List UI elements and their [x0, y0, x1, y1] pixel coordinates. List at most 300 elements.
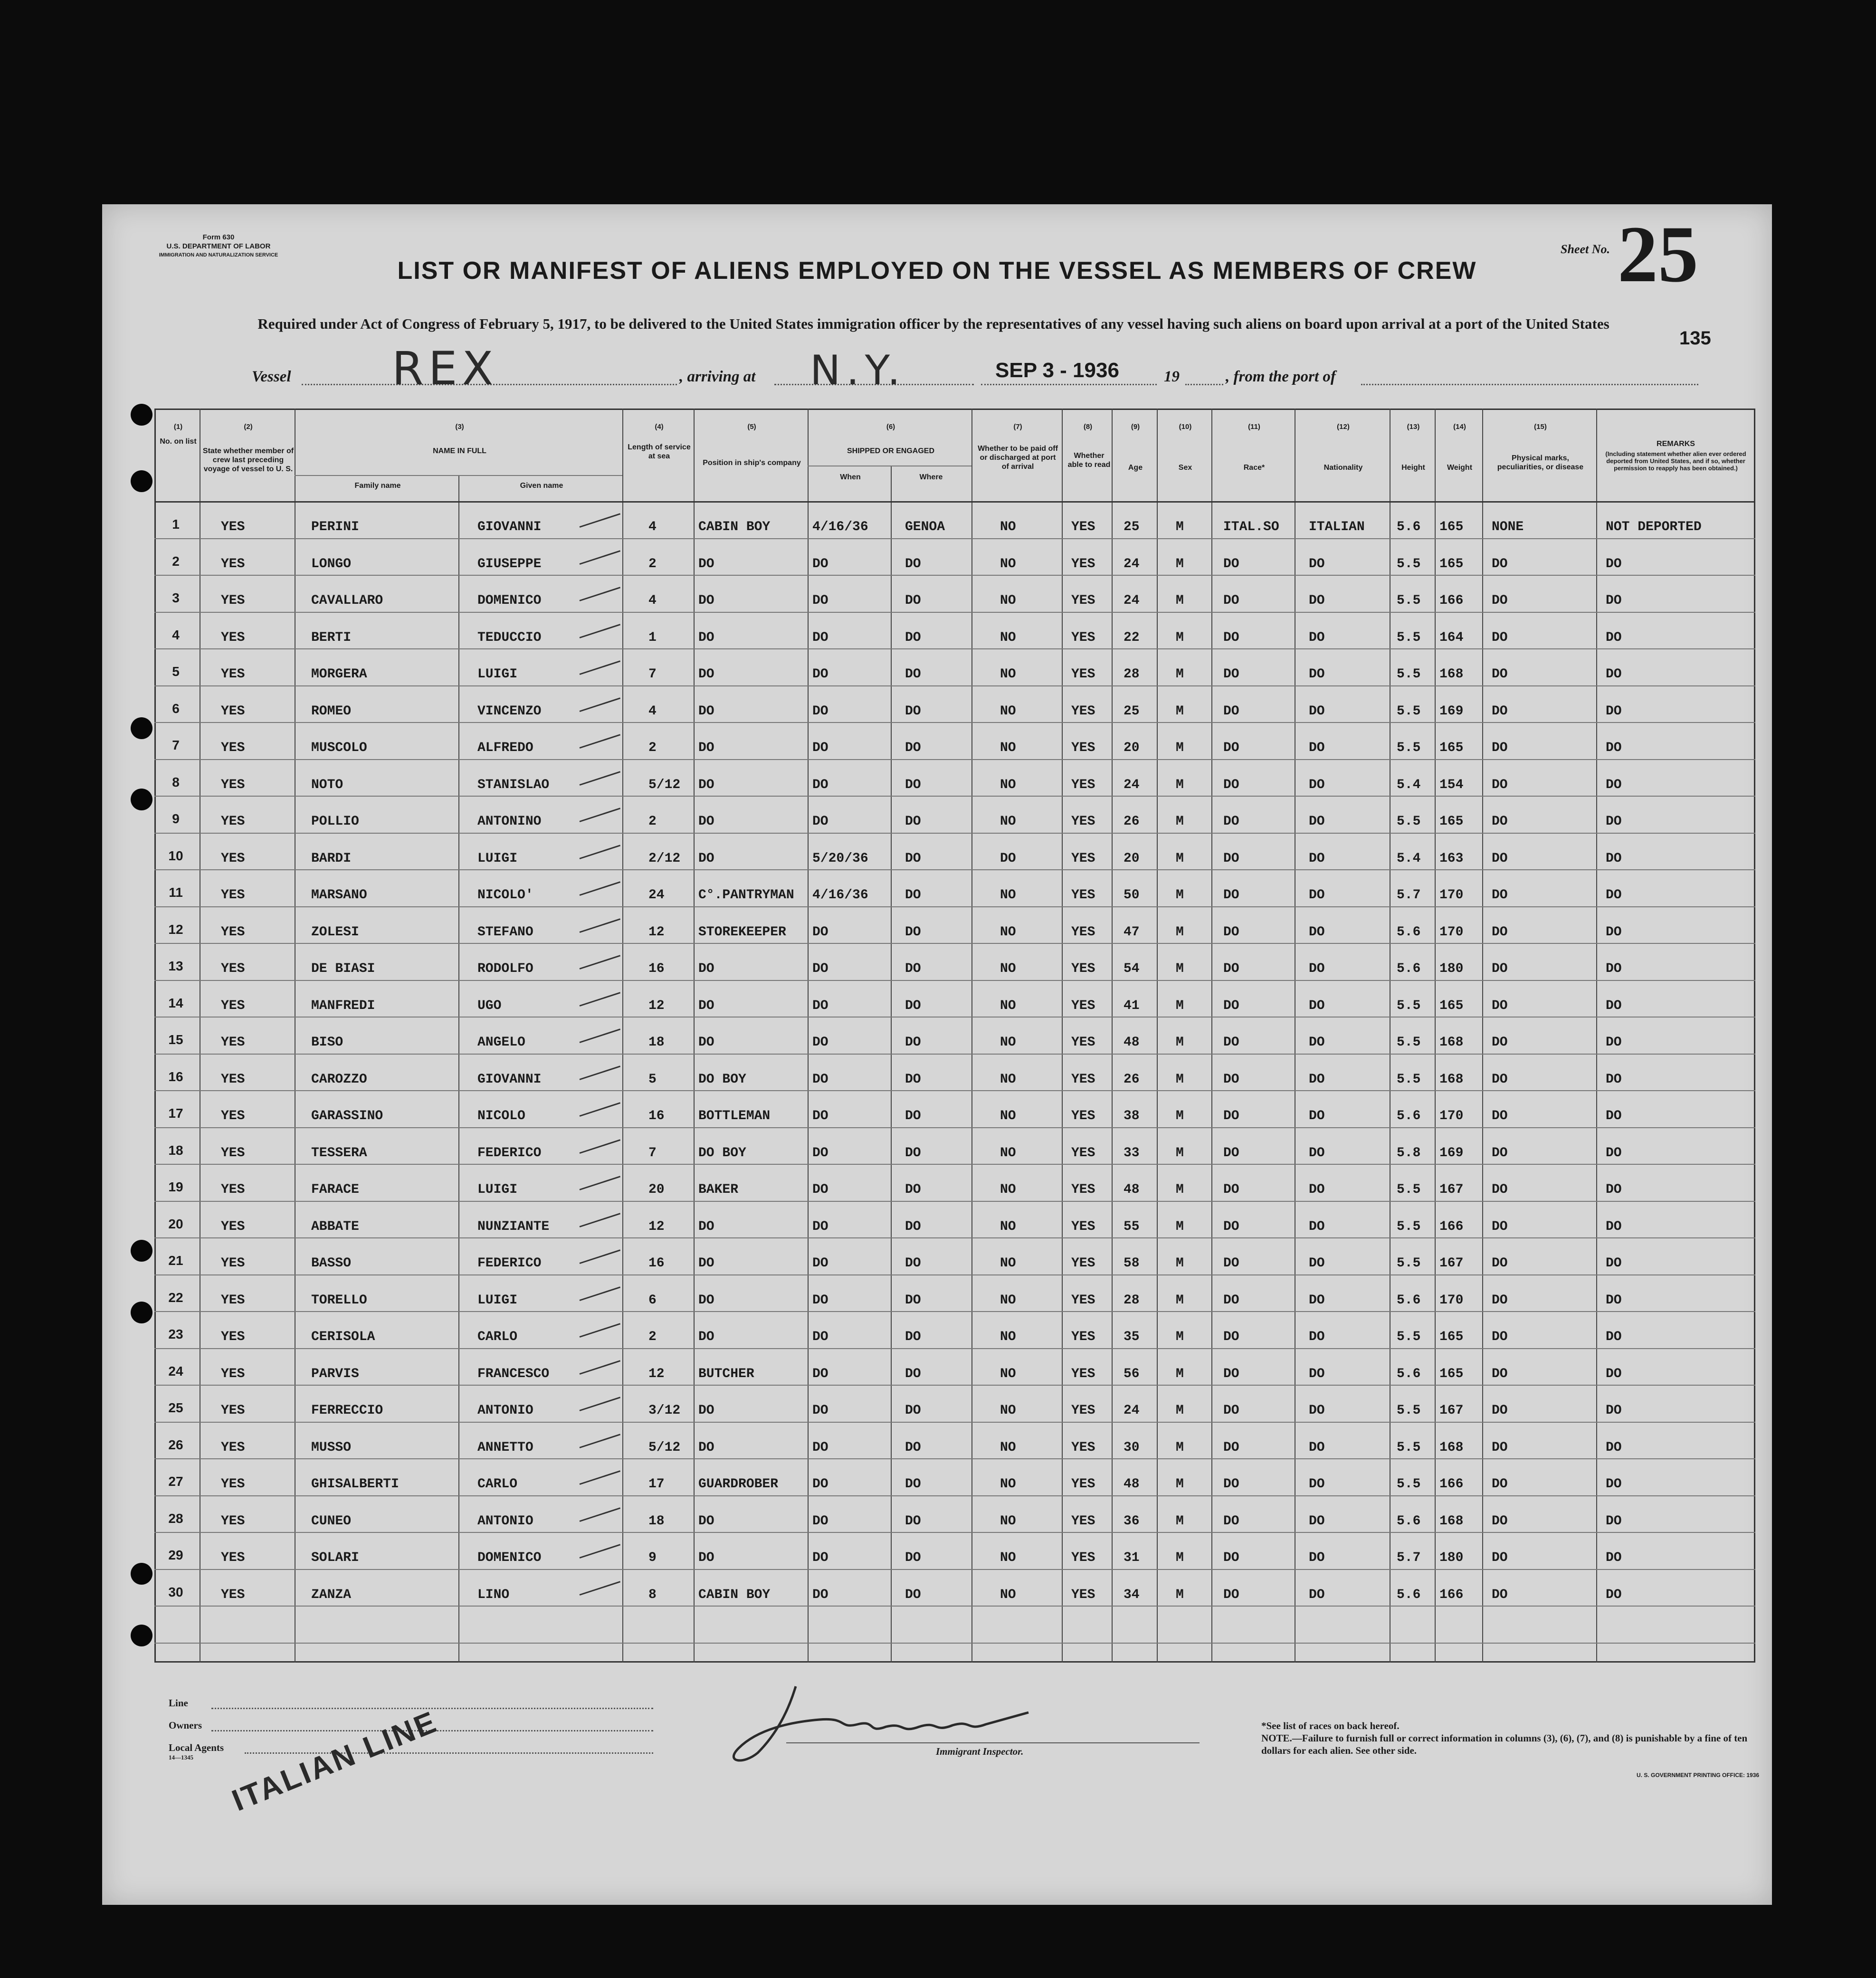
cell-physical: DO — [1492, 851, 1508, 866]
row-divider — [154, 538, 1755, 539]
cell-where: DO — [905, 667, 921, 682]
cell-age: 24 — [1124, 1403, 1140, 1418]
cell-given: NICOLO — [477, 1109, 525, 1123]
printer-imprint: U. S. GOVERNMENT PRINTING OFFICE: 1936 — [1637, 1772, 1760, 1778]
cell-given: LUIGI — [477, 667, 518, 682]
cell-where: DO — [905, 1219, 921, 1234]
cell-when: 4/16/36 — [812, 520, 868, 534]
binder-hole — [131, 1563, 152, 1585]
line-underline — [211, 1708, 653, 1709]
cell-physical: DO — [1492, 1182, 1508, 1197]
cell-family: NOTO — [311, 777, 343, 792]
cell-nationality: DO — [1309, 1440, 1325, 1455]
row-number: 10 — [168, 848, 183, 863]
sheet-stamp-number: 135 — [1679, 328, 1711, 349]
cell-read: YES — [1071, 1330, 1095, 1344]
cell-sex: M — [1176, 1035, 1184, 1050]
row-divider — [154, 1237, 1755, 1238]
cell-age: 20 — [1124, 851, 1140, 866]
cell-paid: NO — [1000, 741, 1016, 755]
cell-height: 5.5 — [1397, 814, 1421, 829]
row-divider — [154, 685, 1755, 686]
row-divider — [154, 1422, 1755, 1423]
cell-physical: DO — [1492, 1072, 1508, 1087]
cell-sex: M — [1176, 851, 1184, 866]
cell-when: DO — [812, 1550, 828, 1565]
cell-where: DO — [905, 556, 921, 571]
cell-position: CABIN BOY — [698, 1587, 771, 1602]
binder-hole — [131, 789, 152, 810]
page-title: LIST OR MANIFEST OF ALIENS EMPLOYED ON THE VESSEL AS MEMBERS OF CREW — [397, 257, 1477, 285]
cell-position: DO — [698, 741, 714, 755]
cell-nationality: DO — [1309, 1256, 1325, 1271]
cell-read: YES — [1071, 1403, 1095, 1418]
cell-length: 2 — [648, 741, 657, 755]
cell-sex: M — [1176, 1403, 1184, 1418]
cell-height: 5.6 — [1397, 961, 1421, 976]
cell-weight: 169 — [1439, 704, 1464, 719]
cell-weight: 167 — [1439, 1403, 1464, 1418]
required-statement: Required under Act of Congress of February 5, 1917, to be delivered to the United States immigration officer by the representatives of any vessel having such aliens on board upon arrival at a port of the United States — [257, 315, 1609, 332]
subheader-divider — [295, 475, 622, 476]
cell-age: 36 — [1124, 1513, 1140, 1529]
row-number: 2 — [172, 553, 180, 569]
col-state: State whether member of crew last preceding voyage of vessel to U. S. — [202, 447, 294, 473]
cell-read: YES — [1071, 1477, 1095, 1492]
cell-remarks: DO — [1606, 998, 1622, 1013]
cell-physical: DO — [1492, 593, 1508, 608]
cell-state: YES — [221, 630, 245, 645]
cell-state: YES — [221, 851, 245, 866]
cell-race: DO — [1223, 630, 1239, 645]
cell-when: DO — [812, 1035, 828, 1050]
cell-position: STOREKEEPER — [698, 924, 786, 940]
cell-height: 5.4 — [1397, 777, 1421, 792]
col-where: Where — [919, 473, 943, 481]
cell-weight: 170 — [1439, 888, 1464, 903]
cell-nationality: DO — [1309, 961, 1325, 976]
cell-state: YES — [221, 556, 245, 571]
cell-nationality: DO — [1309, 593, 1325, 608]
cell-position: DO — [698, 1293, 714, 1308]
row-number: 26 — [168, 1437, 183, 1452]
cell-race: DO — [1223, 1256, 1239, 1271]
cell-length: 12 — [648, 1219, 665, 1234]
cell-age: 48 — [1124, 1182, 1140, 1197]
owners-label: Owners — [169, 1720, 202, 1731]
row-divider — [154, 722, 1755, 723]
cell-when: DO — [812, 1293, 828, 1308]
sheet-number: 25 — [1618, 209, 1698, 299]
cell-sex: M — [1176, 924, 1184, 940]
cell-race: DO — [1223, 1219, 1239, 1234]
cell-remarks: DO — [1606, 1256, 1622, 1271]
cell-sex: M — [1176, 1587, 1184, 1602]
row-divider — [154, 1201, 1755, 1202]
cell-remarks: DO — [1606, 1219, 1622, 1234]
cell-age: 35 — [1124, 1330, 1140, 1344]
cell-when: DO — [812, 1513, 828, 1529]
cell-given: GIOVANNI — [477, 520, 542, 534]
row-number: 27 — [168, 1474, 183, 1489]
cell-given: GIOVANNI — [477, 1072, 542, 1087]
cell-length: 18 — [648, 1513, 665, 1529]
cell-race: DO — [1223, 556, 1239, 571]
cell-length: 2 — [648, 556, 657, 571]
colnum-3: (3) — [455, 423, 464, 431]
cell-height: 5.5 — [1397, 593, 1421, 608]
cell-given: UGO — [477, 998, 502, 1013]
col-position: Position in ship's company — [703, 459, 801, 467]
row-divider — [154, 1532, 1755, 1533]
col-height: Height — [1401, 464, 1425, 472]
cell-paid: NO — [1000, 556, 1016, 571]
cell-weight: 166 — [1439, 1477, 1464, 1492]
cell-when: DO — [812, 556, 828, 571]
cell-read: YES — [1071, 520, 1095, 534]
colnum-13: (13) — [1407, 423, 1420, 431]
cell-family: MARSANO — [311, 888, 367, 903]
binder-hole — [131, 404, 152, 426]
cell-position: DO BOY — [698, 1145, 746, 1160]
cell-height: 5.6 — [1397, 1366, 1421, 1381]
cell-physical: DO — [1492, 1330, 1508, 1344]
cell-position: DO — [698, 593, 714, 608]
cell-height: 5.6 — [1397, 520, 1421, 534]
cell-race: DO — [1223, 741, 1239, 755]
cell-physical: DO — [1492, 1256, 1508, 1271]
cell-position: CABIN BOY — [698, 520, 771, 534]
cell-age: 31 — [1124, 1550, 1140, 1565]
cell-sex: M — [1176, 556, 1184, 571]
cell-given: ANNETTO — [477, 1440, 533, 1455]
row-divider — [154, 648, 1755, 649]
cell-sex: M — [1176, 1182, 1184, 1197]
cell-weight: 164 — [1439, 630, 1464, 645]
cell-remarks: DO — [1606, 593, 1622, 608]
cell-weight: 170 — [1439, 1109, 1464, 1123]
crew-table — [154, 409, 1755, 1663]
cell-family: BARDI — [311, 851, 352, 866]
cell-length: 12 — [648, 998, 665, 1013]
col-no: No. on list — [160, 437, 197, 446]
cell-height: 5.5 — [1397, 998, 1421, 1013]
cell-state: YES — [221, 1182, 245, 1197]
cell-family: MANFREDI — [311, 998, 375, 1013]
cell-age: 25 — [1124, 704, 1140, 719]
cell-length: 24 — [648, 888, 665, 903]
cell-family: ZOLESI — [311, 924, 359, 940]
cell-paid: NO — [1000, 1293, 1016, 1308]
cell-family: BISO — [311, 1035, 343, 1050]
cell-state: YES — [221, 1109, 245, 1123]
cell-given: ANGELO — [477, 1035, 525, 1050]
cell-given: DOMENICO — [477, 1550, 542, 1565]
cell-when: DO — [812, 1477, 828, 1492]
row-divider — [154, 1127, 1755, 1128]
cell-read: YES — [1071, 1219, 1095, 1234]
cell-read: YES — [1071, 1145, 1095, 1160]
cell-family: GARASSINO — [311, 1109, 383, 1123]
cell-state: YES — [221, 1293, 245, 1308]
cell-family: GHISALBERTI — [311, 1477, 399, 1492]
cell-state: YES — [221, 1330, 245, 1344]
cell-paid: NO — [1000, 1587, 1016, 1602]
row-divider — [154, 1495, 1755, 1496]
cell-nationality: DO — [1309, 1293, 1325, 1308]
cell-weight: 168 — [1439, 667, 1464, 682]
cell-weight: 168 — [1439, 1513, 1464, 1529]
cell-state: YES — [221, 1403, 245, 1418]
colnum-12: (12) — [1337, 423, 1350, 431]
sheet-label: Sheet No. — [1561, 242, 1610, 256]
inspector-label: Immigrant Inspector. — [936, 1746, 1024, 1757]
cell-paid: NO — [1000, 704, 1016, 719]
cell-race: DO — [1223, 1440, 1239, 1455]
arriving-port: N.Y. — [810, 347, 906, 394]
cell-paid: NO — [1000, 924, 1016, 940]
cell-nationality: DO — [1309, 1513, 1325, 1529]
cell-when: DO — [812, 1366, 828, 1381]
cell-state: YES — [221, 1550, 245, 1565]
cell-paid: NO — [1000, 1145, 1016, 1160]
cell-height: 5.5 — [1397, 1330, 1421, 1344]
cell-remarks: DO — [1606, 1366, 1622, 1381]
cell-nationality: DO — [1309, 998, 1325, 1013]
cell-state: YES — [221, 1366, 245, 1381]
cell-age: 55 — [1124, 1219, 1140, 1234]
row-divider — [154, 1643, 1755, 1644]
cell-length: 1 — [648, 630, 657, 645]
cell-where: DO — [905, 1145, 921, 1160]
cell-sex: M — [1176, 1219, 1184, 1234]
cell-when: DO — [812, 814, 828, 829]
cell-given: NICOLO' — [477, 888, 533, 903]
cell-physical: DO — [1492, 704, 1508, 719]
cell-length: 5/12 — [648, 777, 681, 792]
cell-age: 41 — [1124, 998, 1140, 1013]
colnum-4: (4) — [655, 423, 664, 431]
cell-physical: DO — [1492, 1440, 1508, 1455]
cell-race: DO — [1223, 1035, 1239, 1050]
cell-sex: M — [1176, 1256, 1184, 1271]
cell-when: 4/16/36 — [812, 888, 868, 903]
cell-paid: NO — [1000, 520, 1016, 534]
cell-weight: 180 — [1439, 961, 1464, 976]
cell-length: 3/12 — [648, 1403, 681, 1418]
column-divider — [1112, 409, 1113, 1663]
col-race: Race* — [1243, 464, 1265, 472]
cell-read: YES — [1071, 998, 1095, 1013]
cell-sex: M — [1176, 667, 1184, 682]
cell-given: FEDERICO — [477, 1256, 542, 1271]
footnote — [1261, 1720, 1765, 1757]
cell-physical: DO — [1492, 556, 1508, 571]
cell-length: 16 — [648, 961, 665, 976]
cell-when: DO — [812, 1182, 828, 1197]
row-number: 18 — [168, 1142, 183, 1158]
cell-remarks: DO — [1606, 814, 1622, 829]
cell-weight: 170 — [1439, 1293, 1464, 1308]
inspector-underline — [786, 1742, 1200, 1743]
colnum-15: (15) — [1534, 423, 1547, 431]
cell-read: YES — [1071, 1256, 1095, 1271]
col-shipped-group: SHIPPED OR ENGAGED — [847, 447, 935, 455]
row-number: 28 — [168, 1511, 183, 1526]
cell-family: CAVALLARO — [311, 593, 383, 608]
cell-where: DO — [905, 630, 921, 645]
cell-position: DO — [698, 814, 714, 829]
vessel-name: REX — [392, 342, 498, 395]
binder-hole — [131, 1302, 152, 1323]
cell-age: 58 — [1124, 1256, 1140, 1271]
cell-nationality: DO — [1309, 630, 1325, 645]
row-divider — [154, 1458, 1755, 1459]
cell-age: 20 — [1124, 741, 1140, 755]
cell-position: DO — [698, 1219, 714, 1234]
cell-read: YES — [1071, 961, 1095, 976]
cell-height: 5.5 — [1397, 741, 1421, 755]
vessel-label: Vessel — [252, 368, 291, 385]
cell-when: DO — [812, 667, 828, 682]
row-divider — [154, 1017, 1755, 1018]
cell-height: 5.5 — [1397, 704, 1421, 719]
cell-state: YES — [221, 1440, 245, 1455]
cell-physical: DO — [1492, 961, 1508, 976]
cell-read: YES — [1071, 1366, 1095, 1381]
cell-weight: 180 — [1439, 1550, 1464, 1565]
cell-nationality: ITALIAN — [1309, 520, 1365, 534]
column-divider — [1435, 409, 1436, 1663]
cell-given: LUIGI — [477, 1293, 518, 1308]
cell-position: DO — [698, 1035, 714, 1050]
cell-when: DO — [812, 1330, 828, 1344]
cell-height: 5.5 — [1397, 667, 1421, 682]
cell-sex: M — [1176, 630, 1184, 645]
cell-nationality: DO — [1309, 667, 1325, 682]
row-number: 9 — [172, 811, 180, 826]
cell-race: ITAL.SO — [1223, 520, 1279, 534]
cell-paid: NO — [1000, 1256, 1016, 1271]
cell-given: LINO — [477, 1587, 510, 1602]
cell-family: MUSCOLO — [311, 741, 367, 755]
cell-weight: 166 — [1439, 1587, 1464, 1602]
cell-race: DO — [1223, 924, 1239, 940]
form-number: Form 630 — [202, 233, 235, 241]
cell-sex: M — [1176, 814, 1184, 829]
cell-physical: DO — [1492, 814, 1508, 829]
cell-family: MORGERA — [311, 667, 367, 682]
column-divider — [694, 409, 695, 1663]
cell-paid: NO — [1000, 630, 1016, 645]
cell-nationality: DO — [1309, 1403, 1325, 1418]
cell-given: FRANCESCO — [477, 1366, 550, 1381]
year-underline — [1185, 384, 1223, 385]
cell-read: YES — [1071, 1513, 1095, 1529]
cell-read: YES — [1071, 1072, 1095, 1087]
cell-state: YES — [221, 998, 245, 1013]
row-divider — [154, 1274, 1755, 1275]
cell-physical: DO — [1492, 1477, 1508, 1492]
binder-hole — [131, 1625, 152, 1646]
colnum-2: (2) — [244, 423, 253, 431]
cell-paid: NO — [1000, 1330, 1016, 1344]
cell-given: CARLO — [477, 1330, 518, 1344]
cell-weight: 165 — [1439, 998, 1464, 1013]
cell-nationality: DO — [1309, 1035, 1325, 1050]
cell-given: NUNZIANTE — [477, 1219, 550, 1234]
column-divider — [1211, 409, 1212, 1663]
row-number: 6 — [172, 701, 180, 716]
cell-family: TESSERA — [311, 1145, 367, 1160]
cell-where: DO — [905, 924, 921, 940]
cell-when: DO — [812, 1219, 828, 1234]
cell-remarks: DO — [1606, 556, 1622, 571]
cell-given: VINCENZO — [477, 704, 542, 719]
cell-paid: NO — [1000, 1182, 1016, 1197]
cell-sex: M — [1176, 998, 1184, 1013]
col-family: Family name — [354, 482, 401, 490]
service: IMMIGRATION AND NATURALIZATION SERVICE — [159, 252, 278, 258]
cell-sex: M — [1176, 1550, 1184, 1565]
col-when: When — [840, 473, 861, 481]
cell-height: 5.4 — [1397, 851, 1421, 866]
cell-where: DO — [905, 741, 921, 755]
cell-read: YES — [1071, 593, 1095, 608]
cell-when: DO — [812, 1403, 828, 1418]
cell-length: 2/12 — [648, 851, 681, 866]
cell-physical: DO — [1492, 1550, 1508, 1565]
cell-sex: M — [1176, 777, 1184, 792]
cell-state: YES — [221, 888, 245, 903]
cell-physical: DO — [1492, 741, 1508, 755]
local-agents-label: Local Agents — [169, 1742, 224, 1753]
italian-line-stamp: ITALIAN LINE — [227, 1704, 442, 1818]
cell-nationality: DO — [1309, 924, 1325, 940]
cell-given: ANTONINO — [477, 814, 542, 829]
cell-state: YES — [221, 1256, 245, 1271]
cell-weight: 163 — [1439, 851, 1464, 866]
cell-given: GIUSEPPE — [477, 556, 542, 571]
cell-weight: 168 — [1439, 1035, 1464, 1050]
cell-paid: NO — [1000, 1366, 1016, 1381]
column-divider — [891, 466, 892, 1663]
cell-state: YES — [221, 1145, 245, 1160]
cell-weight: 168 — [1439, 1440, 1464, 1455]
cell-read: YES — [1071, 667, 1095, 682]
cell-paid: NO — [1000, 888, 1016, 903]
row-number: 1 — [172, 517, 180, 532]
cell-weight: 166 — [1439, 1219, 1464, 1234]
cell-family: BERTI — [311, 630, 352, 645]
cell-position: BUTCHER — [698, 1366, 754, 1381]
cell-position: DO — [698, 1403, 714, 1418]
cell-where: DO — [905, 998, 921, 1013]
cell-weight: 165 — [1439, 520, 1464, 534]
cell-race: DO — [1223, 667, 1239, 682]
inspector-signature — [696, 1677, 1124, 1767]
cell-race: DO — [1223, 1293, 1239, 1308]
cell-sex: M — [1176, 593, 1184, 608]
cell-nationality: DO — [1309, 1182, 1325, 1197]
cell-nationality: DO — [1309, 1072, 1325, 1087]
cell-position: BAKER — [698, 1182, 739, 1197]
cell-nationality: DO — [1309, 888, 1325, 903]
cell-where: DO — [905, 814, 921, 829]
cell-length: 4 — [648, 704, 657, 719]
col-given: Given name — [520, 482, 563, 490]
cell-nationality: DO — [1309, 814, 1325, 829]
